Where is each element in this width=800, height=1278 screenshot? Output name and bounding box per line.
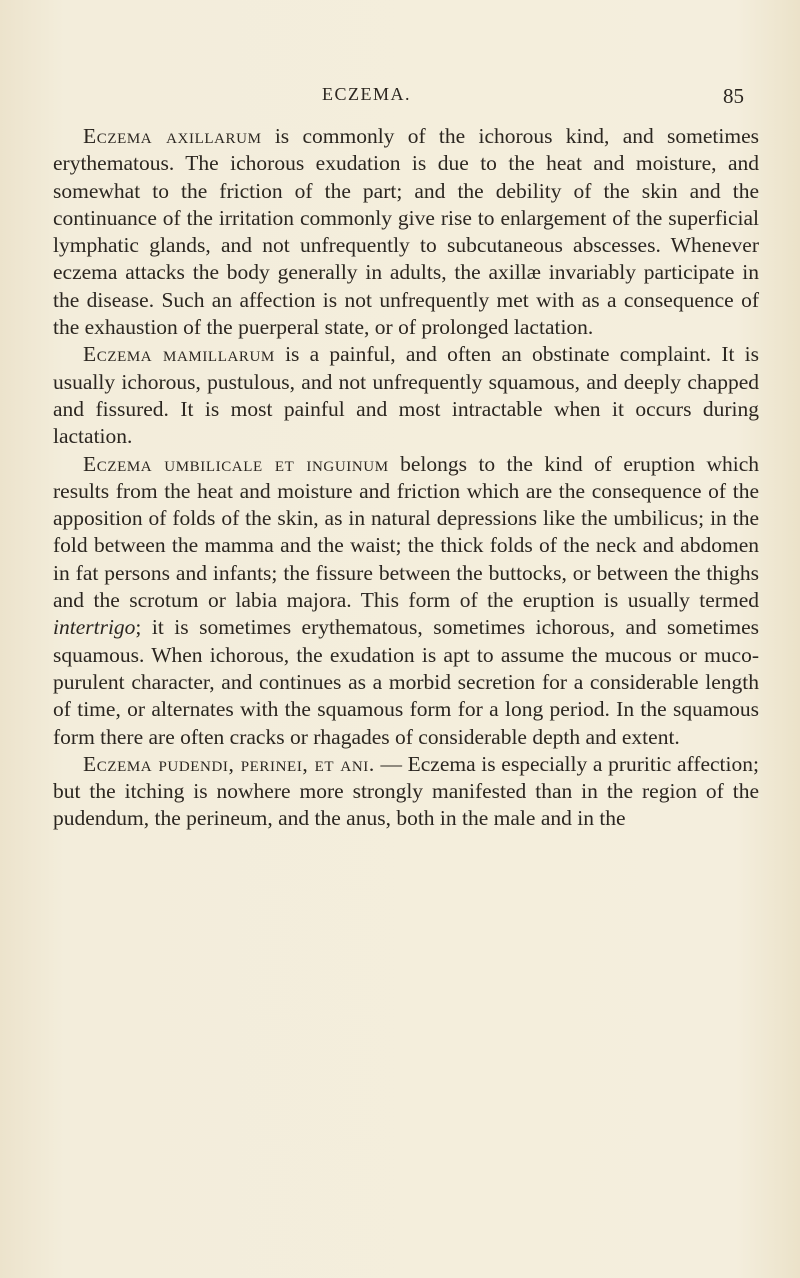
paragraph-mamillarum [53, 341, 759, 450]
page-header [0, 84, 800, 108]
paragraph-pudendi [53, 751, 759, 833]
term-pudendi: Eczema pudendi, perinei, et ani. [83, 751, 375, 776]
paragraph-text: belongs to the kind of eruption which results from the heat and moisture and friction which are the consequence of the apposition of folds of the skin, as in natural depressions like the umbilicus; in the fold between the mamma and the waist; the thick folds of the neck and abdomen in fat persons and infants; the fissure between the buttocks, or between the thighs and the scrotum or labia majora. This form of the eruption is usually termed [53, 451, 760, 613]
paragraph-axillarum [53, 123, 759, 341]
body-text [53, 123, 759, 833]
paragraph-umbilicale [53, 451, 759, 751]
page-number: 85 [723, 84, 744, 108]
term-axillarum: Eczema axillarum [83, 124, 262, 148]
paragraph-text: is a painful, and often an obstinate complaint. It is usually ichorous, pustulous, and not unfrequently squamous, and deeply chapped and fissured. It is most painful and most intractable when it occurs during lactation. [53, 342, 759, 449]
paragraph-text: — Eczema is especially a pruritic affection; but the itching is nowhere more strongly manifested than in the region of the pudendum, the perineum, and the anus, both in the male and in the [53, 751, 759, 831]
italic-term-intertrigo: intertrigo [53, 615, 136, 640]
paragraph-text: is commonly of the ichorous kind, and sometimes erythematous. The ichorous exudation is due to the heat and moisture, and somewhat to the friction of the part; and the debility of the skin and the continuance of the irritation commonly give rise to enlargement of the superficial lymphatic glands, and not unfrequently to subcutaneous abscesses. Whenever eczema attacks the body generally in adults, the axillæ invariably participate in the disease. Such an affection is not unfrequently met with as a consequence of the exhaustion of the puerperal state, or of prolonged lactation. [53, 124, 759, 340]
paragraph-text: ; it is sometimes erythematous, sometimes ichorous, and sometimes squamous. When ichorous, the exudation is apt to assume the mucous or muco-purulent character, and continues as a morbid secretion for a considerable length of time, or alternates with the squamous form for a long period. In the squamous form there are often cracks or rhagades of considerable depth and extent. [53, 615, 759, 749]
term-mamillarum: Eczema mamillarum [83, 342, 275, 367]
running-title: ECZEMA. [322, 84, 411, 104]
term-umbilicale: Eczema umbilicale et inguinum [83, 451, 389, 476]
